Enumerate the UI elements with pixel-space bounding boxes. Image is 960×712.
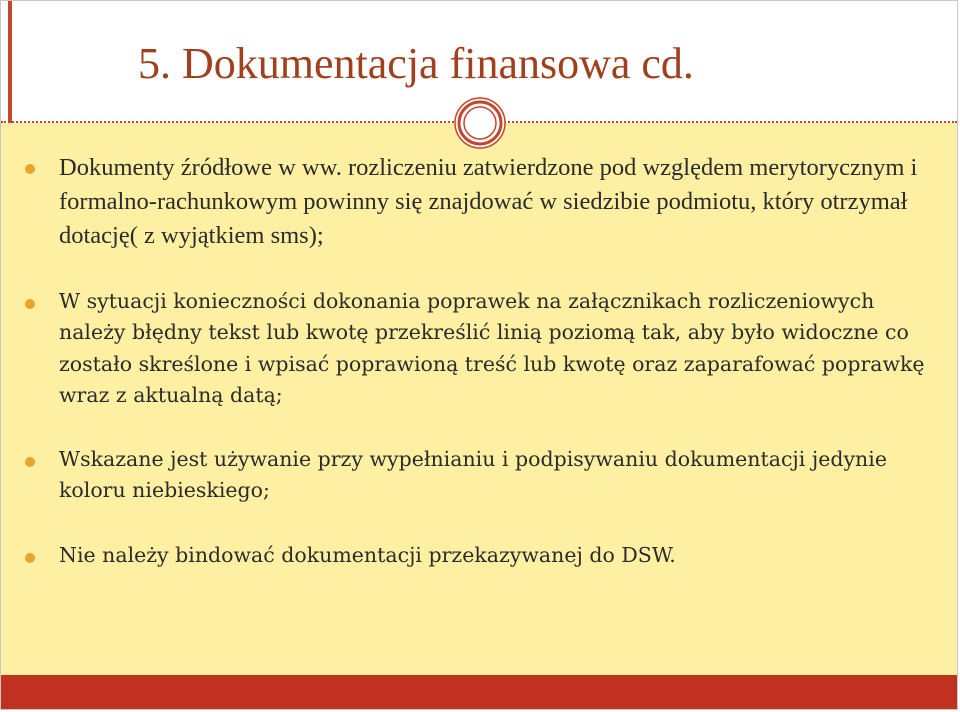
bullet-dot-icon — [25, 164, 35, 174]
slide-title: 5. Dokumentacja finansowa cd. — [138, 39, 694, 88]
bullet-item — [25, 151, 945, 253]
bullet-item — [25, 286, 945, 411]
bullet-dot-icon — [25, 299, 35, 309]
bullet-list — [25, 151, 945, 571]
bullet-text: Dokumenty źródłowe w ww. rozliczeniu zatwierdzone pod względem merytorycznym i formalno-rachunkowym powinny się znajdować w siedzibie podmiotu, który otrzymał dotację( z wyjątkiem sms); — [59, 154, 918, 249]
bullet-text: W sytuacji konieczności dokonania poprawek na załącznikach rozliczeniowych należy błędny tekst lub kwotę przekreślić linią poziomą tak, aby było widoczne co zostało skreślone i wpisać poprawioną treść lub kwotę oraz zaparafować poprawkę wraz z aktualną datą; — [59, 289, 925, 407]
header-left-rule — [8, 1, 12, 123]
footer-bar — [1, 675, 957, 710]
bullet-text: Wskazane jest używanie przy wypełnianiu i podpisywaniu dokumentacji jedynie koloru niebieskiego; — [59, 447, 887, 503]
bullet-text: Nie należy bindować dokumentacji przekazywanej do DSW. — [59, 542, 676, 567]
bullet-item — [25, 540, 945, 571]
bullet-dot-icon — [25, 553, 35, 563]
bullet-dot-icon — [25, 457, 35, 467]
bullet-item — [25, 444, 945, 507]
ring-ornament-icon — [454, 97, 506, 149]
